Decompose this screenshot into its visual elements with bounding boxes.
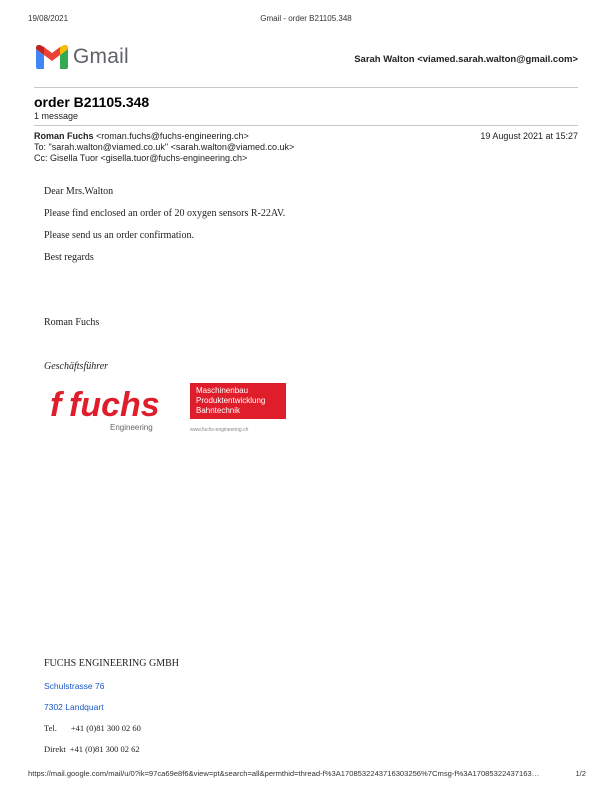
svg-text:f: f [50,386,62,424]
body-line: Please find enclosed an order of 20 oxygen sensors R-22AV. [44,208,286,219]
sender-email: <roman.fuchs@fuchs-engineering.ch> [93,131,249,141]
gmail-wordmark: Gmail [73,45,129,68]
logo-url: www.fuchs-engineering.ch [190,427,249,433]
tel-label: Tel. [44,723,57,733]
direct-number: +41 (0)81 300 02 62 [69,744,140,754]
sender [34,131,249,141]
message-count: 1 message [34,111,79,121]
fuchs-logo [47,383,289,440]
thread-subject: order B21105.348 [34,94,150,110]
company-street-link[interactable]: Schulstrasse 76 [44,681,105,691]
account-name: Sarah Walton <viamed.sarah.walton@gmail.com> [354,54,578,65]
print-footer-page: 1/2 [575,769,586,778]
sender-name: Roman Fuchs [34,131,94,141]
direct-label: Direkt [44,744,66,754]
print-date: 19/08/2021 [28,14,69,23]
logo-line: Maschinenbau [196,386,249,395]
logo-line: Produktentwicklung [196,396,266,405]
divider [34,125,578,126]
print-footer-url: https://mail.google.com/mail/u/0?ik=97ca69e8f6&view=pt&search=all&permthid=thread-f%3A1708532243716303256%7Cmsg-f%3A17085322437163… [28,769,540,778]
logo-sub: Engineering [110,423,153,432]
signature-title: Geschäftsführer [44,361,109,372]
recipient-cc: Cc: Gisella Tuor <gisella.tuor@fuchs-engineering.ch> [34,153,248,163]
company-name: FUCHS ENGINEERING GMBH [44,658,180,669]
signature-name: Roman Fuchs [44,317,100,328]
closing: Best regards [44,252,94,263]
print-title: Gmail - order B21105.348 [260,14,352,23]
recipient-to: To: "sarah.walton@viamed.co.uk" <sarah.walton@viamed.co.uk> [34,142,295,152]
direct-row [44,744,140,754]
tel-row [44,723,141,733]
divider [34,87,578,88]
body-line: Please send us an order confirmation. [44,230,194,241]
logo-brand: fuchs [69,386,160,424]
greeting: Dear Mrs.Walton [44,186,114,197]
tel-number: +41 (0)81 300 02 60 [70,723,141,733]
company-city-link[interactable]: 7302 Landquart [44,702,104,712]
message-datetime: 19 August 2021 at 15:27 [480,131,578,141]
logo-line: Bahntechnik [196,406,241,415]
gmail-logo-icon [36,45,68,74]
